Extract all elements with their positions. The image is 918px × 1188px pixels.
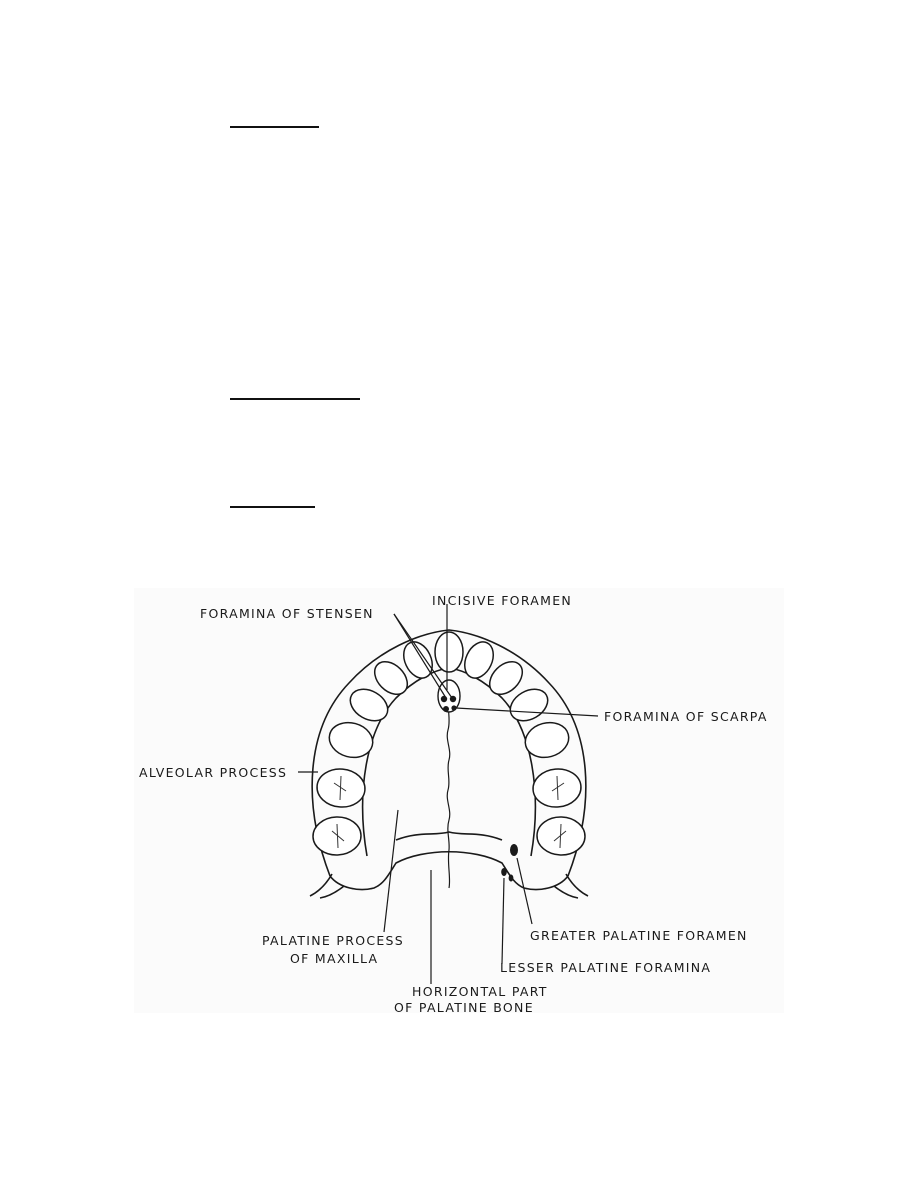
- heading-underline-3: [230, 506, 315, 508]
- greater-palatine-foramen: [510, 844, 518, 856]
- label-foramina-of-stensen: FORAMINA OF STENSEN: [200, 606, 374, 621]
- label-greater-palatine-foramen: GREATER PALATINE FORAMEN: [530, 928, 748, 943]
- heading-underline-2: [230, 398, 360, 400]
- heading-underline-1: [230, 126, 319, 128]
- hard-palate-diagram: [134, 588, 784, 1013]
- label-horizontal-part-line1: HORIZONTAL PART: [412, 984, 548, 999]
- label-incisive-foramen: INCISIVE FORAMEN: [432, 593, 573, 608]
- label-palatine-process-line1: PALATINE PROCESS: [262, 933, 405, 948]
- label-foramina-of-scarpa: FORAMINA OF SCARPA: [604, 709, 768, 724]
- label-lesser-palatine-foramina: LESSER PALATINE FORAMINA: [500, 960, 712, 975]
- label-alveolar-process: ALVEOLAR PROCESS: [139, 765, 288, 780]
- label-palatine-process-line2: OF MAXILLA: [290, 951, 379, 966]
- incisive-fossa: [438, 680, 460, 712]
- median-suture: [447, 700, 450, 888]
- label-horizontal-part-line2: OF PALATINE BONE: [394, 1000, 534, 1013]
